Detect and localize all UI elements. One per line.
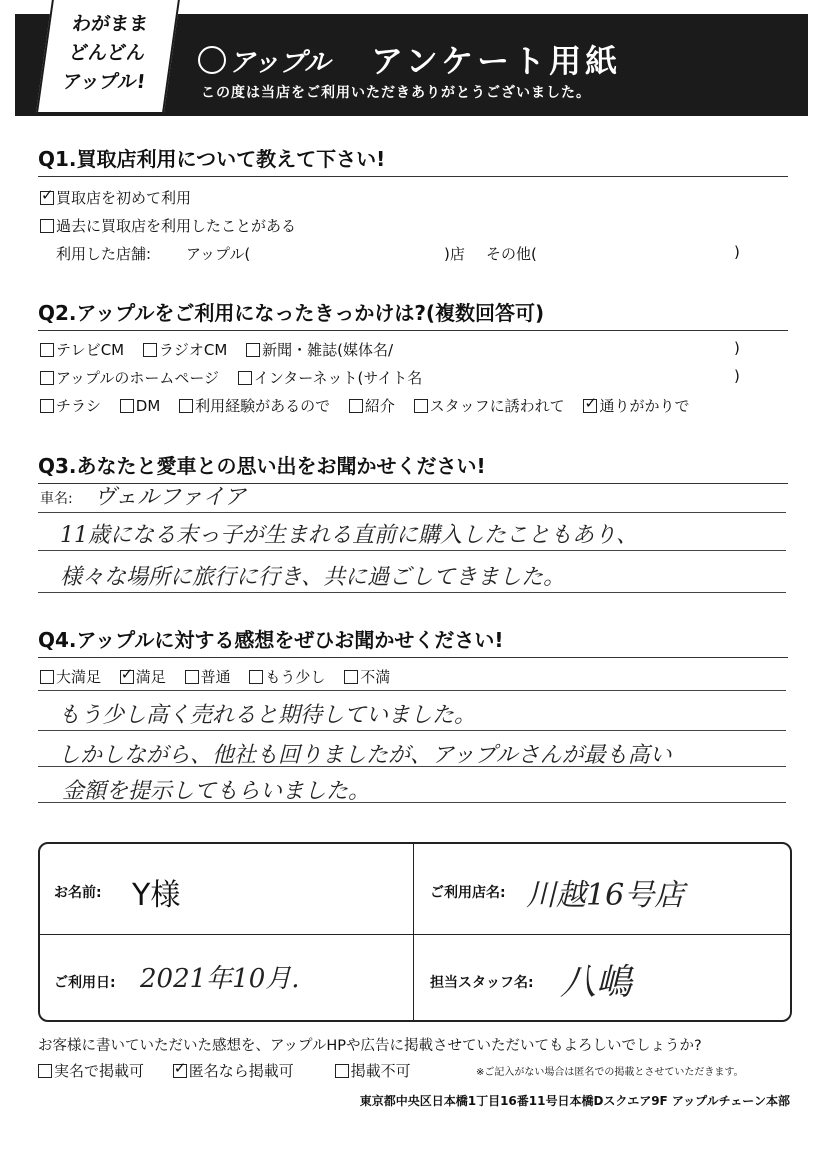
checkbox-icon[interactable] xyxy=(238,371,252,385)
checkbox-icon[interactable] xyxy=(179,399,193,413)
q2-option-dm[interactable]: DM xyxy=(120,397,161,415)
staff-label: 担当スタッフ名: xyxy=(430,975,534,991)
name-field[interactable]: Y様 xyxy=(132,878,181,913)
q2-option-radio[interactable]: ラジオCM xyxy=(143,339,227,360)
q4-option-very-satisfied[interactable]: 大満足 xyxy=(40,666,101,687)
checkbox-icon[interactable] xyxy=(40,399,54,413)
brand-logo: アップル xyxy=(229,48,331,78)
consent-note: ※ご記入がない場合は匿名での掲載とさせていただきます。 xyxy=(476,1067,744,1078)
q1-option-used-before[interactable]: 過去に買取店を利用したことがある xyxy=(40,215,296,236)
car-name[interactable]: ヴェルファイア xyxy=(94,485,247,510)
q1-option-first-time[interactable]: ✓ 買取店を初めて利用 xyxy=(40,187,191,208)
checkbox-icon[interactable] xyxy=(120,670,134,684)
customer-info-table xyxy=(38,842,792,1022)
divider xyxy=(38,330,788,331)
checkbox-icon[interactable] xyxy=(120,399,134,413)
q2-option-staff[interactable]: スタッフに誘われて xyxy=(414,395,565,416)
q4-option-satisfied[interactable]: ✓ 満足 xyxy=(120,666,166,687)
checkbox-icon[interactable] xyxy=(40,371,54,385)
checkbox-icon[interactable] xyxy=(143,343,157,357)
checkbox-icon[interactable] xyxy=(40,219,54,233)
q3-heading: Q3.あなたと愛車との思い出をお聞かせください! xyxy=(38,454,486,478)
consent-question: お客様に書いていただいた感想を、アップルHPや広告に掲載させていただいてもよろしいでしょうか? xyxy=(38,1038,702,1054)
q2-option-tv[interactable]: テレビCM xyxy=(40,339,124,360)
checkbox-icon[interactable] xyxy=(246,343,260,357)
checkbox-icon[interactable] xyxy=(38,1064,52,1078)
q1-shop-line: 利用した店舗: アップル( )店 その他( ) xyxy=(56,243,740,263)
q2-option-flyer[interactable]: チラシ xyxy=(40,395,101,416)
consent-real-name[interactable]: 実名で掲載可 xyxy=(38,1060,144,1081)
apple-logo-icon xyxy=(198,46,226,74)
checkbox-icon[interactable] xyxy=(335,1064,349,1078)
footer-address: 東京都中央区日本橋1丁目16番11号日本橋Dスクエア9F アップルチェーン本部 xyxy=(359,1094,790,1108)
q4-option-normal[interactable]: 普通 xyxy=(185,666,231,687)
date-field[interactable]: 2021年10月. xyxy=(140,964,300,994)
checkbox-icon[interactable] xyxy=(583,399,597,413)
divider xyxy=(38,176,788,177)
store-field[interactable]: 川越16号店 xyxy=(526,878,685,913)
q2-option-newspaper[interactable]: 新聞・雑誌(媒体名/ xyxy=(246,339,393,360)
q2-option-homepage[interactable]: アップルのホームページ xyxy=(40,367,219,388)
checkbox-icon[interactable] xyxy=(40,670,54,684)
q4-heading: Q4.アップルに対する感想をぜひお聞かせください! xyxy=(38,628,504,652)
page-subtitle: この度は当店をご利用いただきありがとうございました。 xyxy=(201,85,591,101)
name-label: お名前: xyxy=(54,885,102,901)
slogan-text: わがまま どんどん アップル! xyxy=(61,13,150,93)
q4-answer-line-3[interactable]: 金額を提示してもらいました。 xyxy=(62,779,371,804)
checkbox-icon[interactable] xyxy=(344,670,358,684)
q2-option-internet[interactable]: インターネット(サイト名 xyxy=(238,367,422,388)
q3-answer-line-2[interactable]: 様々な場所に旅行に行き、共に過ごしてきました。 xyxy=(60,565,566,590)
q2-heading: Q2.アップルをご利用になったきっかけは?(複数回答可) xyxy=(38,301,545,325)
checkbox-icon[interactable] xyxy=(173,1064,187,1078)
q4-answer-line-2[interactable]: しかしながら、他社も回りましたが、アップルさんが最も高い xyxy=(58,743,672,768)
checkbox-icon[interactable] xyxy=(185,670,199,684)
q3-answer-line-1[interactable]: 11歳になる末っ子が生まれる直前に購入したこともあり、 xyxy=(60,523,638,548)
checkbox-icon[interactable] xyxy=(40,191,54,205)
divider xyxy=(38,657,788,658)
car-label: 車名: xyxy=(40,491,73,507)
checkbox-icon[interactable] xyxy=(249,670,263,684)
q4-option-unsatisfied[interactable]: 不満 xyxy=(344,666,390,687)
q4-option-a-bit-more[interactable]: もう少し xyxy=(249,666,325,687)
consent-no-publish[interactable]: 掲載不可 xyxy=(335,1060,411,1081)
q2-option-experience[interactable]: 利用経験があるので xyxy=(179,395,330,416)
consent-anonymous[interactable]: ✓ 匿名なら掲載可 xyxy=(173,1060,294,1081)
date-label: ご利用日: xyxy=(54,975,116,991)
checkbox-icon[interactable] xyxy=(414,399,428,413)
q4-answer-line-1[interactable]: もう少し高く売れると期待していました。 xyxy=(58,703,477,728)
page-title: アンケート用紙 xyxy=(371,42,622,80)
staff-field[interactable]: 八嶋 xyxy=(560,962,633,1003)
q2-option-referral[interactable]: 紹介 xyxy=(349,395,395,416)
q2-option-passing-by[interactable]: ✓ 通りがかりで xyxy=(583,395,689,416)
store-label: ご利用店名: xyxy=(430,885,506,901)
checkbox-icon[interactable] xyxy=(349,399,363,413)
q1-heading: Q1.買取店利用について教えて下さい! xyxy=(38,147,386,171)
checkbox-icon[interactable] xyxy=(40,343,54,357)
